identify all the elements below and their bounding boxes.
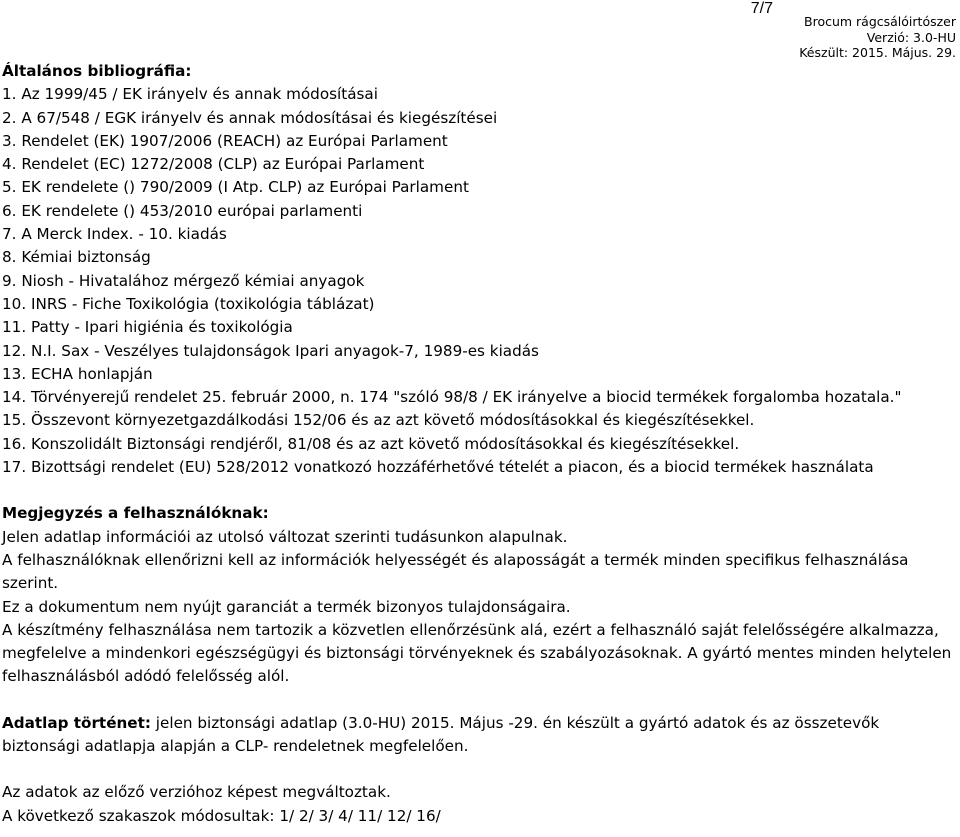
- page-number: 7/7: [750, 0, 773, 17]
- notes-paragraph: Ez a dokumentum nem nyújt garanciát a termék bizonyos tulajdonságaira.: [2, 597, 571, 616]
- bibliography-list: [2, 83, 957, 479]
- list-item: 14. Törvényerejű rendelet 25. február 2000, n. 174 "szóló 98/8 / EK irányelve a biocid termékek forgalomba hozatala.": [2, 388, 902, 407]
- created-date: Készült: 2015. Május. 29.: [799, 45, 956, 60]
- list-item: 13. ECHA honlapján: [2, 364, 153, 383]
- list-item: 5. EK rendelete () 790/2009 (I Atp. CLP) az Európai Parlament: [2, 178, 469, 197]
- notes-title: Megjegyzés a felhasználóknak:: [2, 504, 269, 523]
- list-item: 2. A 67/548 / EGK irányelv és annak módosításai és kiegészítései: [2, 108, 498, 127]
- notes-paragraph: A felhasználóknak ellenőrizni kell az információk helyességét és alaposságát a termék minden specifikus felhasználása szerint.: [2, 550, 909, 593]
- list-item: 11. Patty - Ipari higiénia és toxikológia: [2, 318, 293, 337]
- spacer: [2, 689, 957, 712]
- list-item: 15. Összevont környezetgazdálkodási 152/06 és az azt követő módosításokkal és kiegészítésekkel.: [2, 411, 755, 430]
- list-item: 1. Az 1999/45 / EK irányelv és annak módosításai: [2, 85, 378, 104]
- spacer: [2, 479, 957, 502]
- list-item: 10. INRS - Fiche Toxikológia (toxikológia táblázat): [2, 294, 375, 313]
- bibliography-title: Általános bibliográfia:: [2, 62, 192, 80]
- list-item: 12. N.I. Sax - Veszélyes tulajdonságok Ipari anyagok-7, 1989-es kiadás: [2, 341, 539, 360]
- product-name: Brocum rágcsálóirtószer: [804, 14, 956, 29]
- document-header: [656, 14, 956, 61]
- list-item: 7. A Merck Index. - 10. kiadás: [2, 225, 227, 244]
- document-body: [2, 60, 957, 828]
- data-history: [2, 712, 957, 759]
- list-item: 6. EK rendelete () 453/2010 európai parlamenti: [2, 201, 363, 220]
- list-item: 16. Konszolidált Biztonsági rendjéről, 81/08 és az azt követő módosításokkal és kiegészítésekkel.: [2, 434, 740, 453]
- list-item: 17. Bizottsági rendelet (EU) 528/2012 vonatkozó hozzáférhetővé tételét a piacon, és a biocid termékek használata: [2, 458, 874, 477]
- spacer: [2, 758, 957, 781]
- notes-paragraph: A készítmény felhasználása nem tartozik a közvetlen ellenőrzésünk alá, ezért a felhasználó saját felelősségére alkalmazza, megfelelve a mindenkori egészségügyi és biztonsági törvényeknek és szabályozásoknak. A gyártó mentes minden helytelen felhasználásból adódó felelősség alól.: [2, 620, 952, 686]
- list-item: 3. Rendelet (EK) 1907/2006 (REACH) az Európai Parlament: [2, 131, 448, 150]
- list-item: 4. Rendelet (EC) 1272/2008 (CLP) az Európai Parlament: [2, 155, 425, 174]
- list-item: 8. Kémiai biztonság: [2, 248, 151, 267]
- list-item: 9. Niosh - Hivatalához mérgező kémiai anyagok: [2, 271, 365, 290]
- notes-paragraph: Jelen adatlap információi az utolsó változat szerinti tudásunkon alapulnak.: [2, 527, 568, 546]
- version-label: Verzió: 3.0-HU: [866, 29, 956, 45]
- changed-sections: A következő szakaszok módosultak: 1/ 2/ 3/ 4/ 11/ 12/ 16/: [2, 806, 441, 825]
- changes-line: Az adatok az előző verzióhoz képest megváltoztak.: [2, 783, 391, 802]
- data-history-text: jelen biztonsági adatlap (3.0-HU) 2015. Május -29. én készült a gyártó adatok és az összetevők biztonsági adatlapja alapján a CLP- rendeletnek megfelelően.: [2, 713, 880, 756]
- data-history-label: Adatlap történet:: [2, 713, 151, 732]
